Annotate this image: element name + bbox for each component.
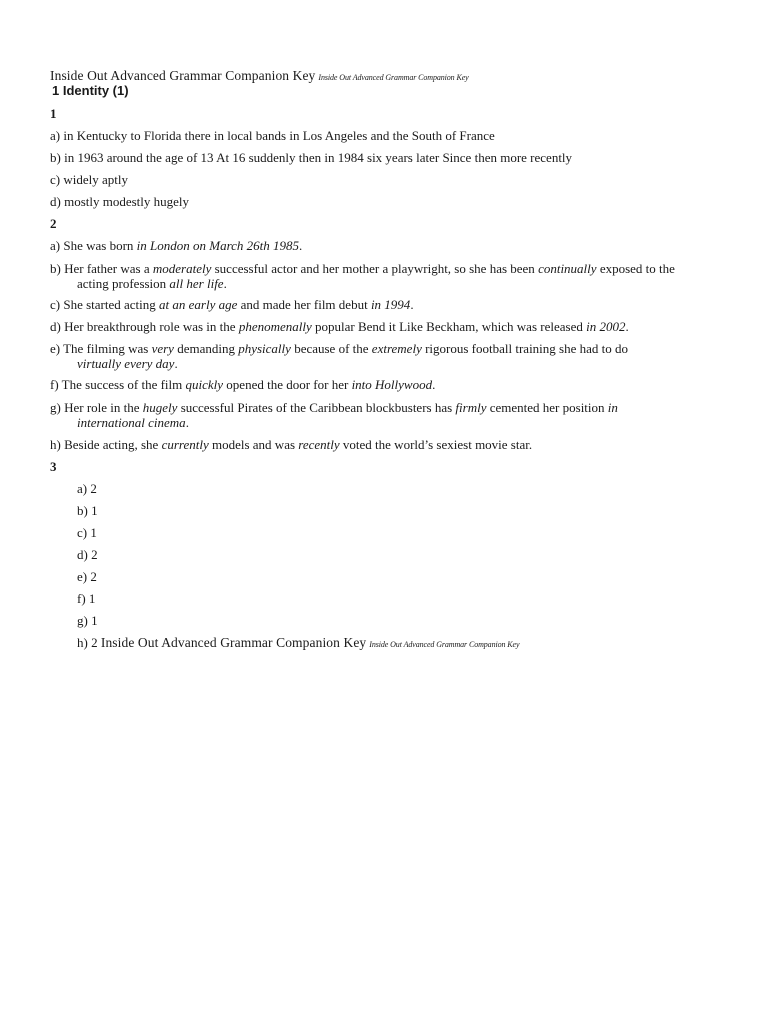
section-2-item-b: b) Her father was a moderately successful actor and her mother a playwright, so she has been continually exposed to the acting profession all her life. <box>50 261 675 291</box>
header-title: Inside Out Advanced Grammar Companion Key <box>50 68 316 83</box>
section-2-item-d: d) Her breakthrough role was in the phenomenally popular Bend it Like Beckham, which was released in 2002. <box>50 319 629 334</box>
section-2-number: 2 <box>50 216 57 231</box>
section-3-number: 3 <box>50 459 57 474</box>
section-3-answer-h: h) 2 Inside Out Advanced Grammar Companion Key Inside Out Advanced Grammar Companion Key <box>77 635 520 650</box>
section-3-answer-a: a) 2 <box>77 481 97 496</box>
section-1-item-d: d) mostly modestly hugely <box>50 194 190 209</box>
footer-title: Inside Out Advanced Grammar Companion Key <box>100 635 367 650</box>
section-2-item-a: a) She was born in London on March 26th 1985. <box>50 238 303 253</box>
section-2-item-g: g) Her role in the hugely successful Pirates of the Caribbean blockbusters has firmly cemented her position in international cinema. <box>50 400 618 430</box>
section-3-answer-g: g) 1 <box>77 613 98 628</box>
unit-title: 1 Identity (1) <box>52 83 129 98</box>
section-1-item-b: b) in 1963 around the age of 13 At 16 suddenly then in 1984 six years later Since then more recently <box>50 150 573 165</box>
section-3-answer-c: c) 1 <box>77 525 97 540</box>
section-3-answer-d: d) 2 <box>77 547 98 562</box>
footer-title-small: Inside Out Advanced Grammar Companion Key <box>369 640 520 649</box>
header-title-small: Inside Out Advanced Grammar Companion Key <box>318 73 469 82</box>
section-3-answer-b: b) 1 <box>77 503 98 518</box>
section-2-item-c: c) She started acting at an early age and made her film debut in 1994. <box>50 297 414 312</box>
section-3-answer-e: e) 2 <box>77 569 97 584</box>
section-3-answer-f: f) 1 <box>77 591 96 606</box>
section-2-item-e: e) The filming was very demanding physically because of the extremely rigorous football training she had to do virtually every day. <box>50 341 629 371</box>
section-1-item-c: c) widely aptly <box>50 172 128 187</box>
section-1-item-a: a) in Kentucky to Florida there in local bands in Los Angeles and the South of France <box>50 128 495 143</box>
section-2-item-h: h) Beside acting, she currently models and was recently voted the world’s sexiest movie star. <box>50 437 533 452</box>
section-2-item-f: f) The success of the film quickly opened the door for her into Hollywood. <box>50 377 436 392</box>
section-1-number: 1 <box>50 106 57 121</box>
